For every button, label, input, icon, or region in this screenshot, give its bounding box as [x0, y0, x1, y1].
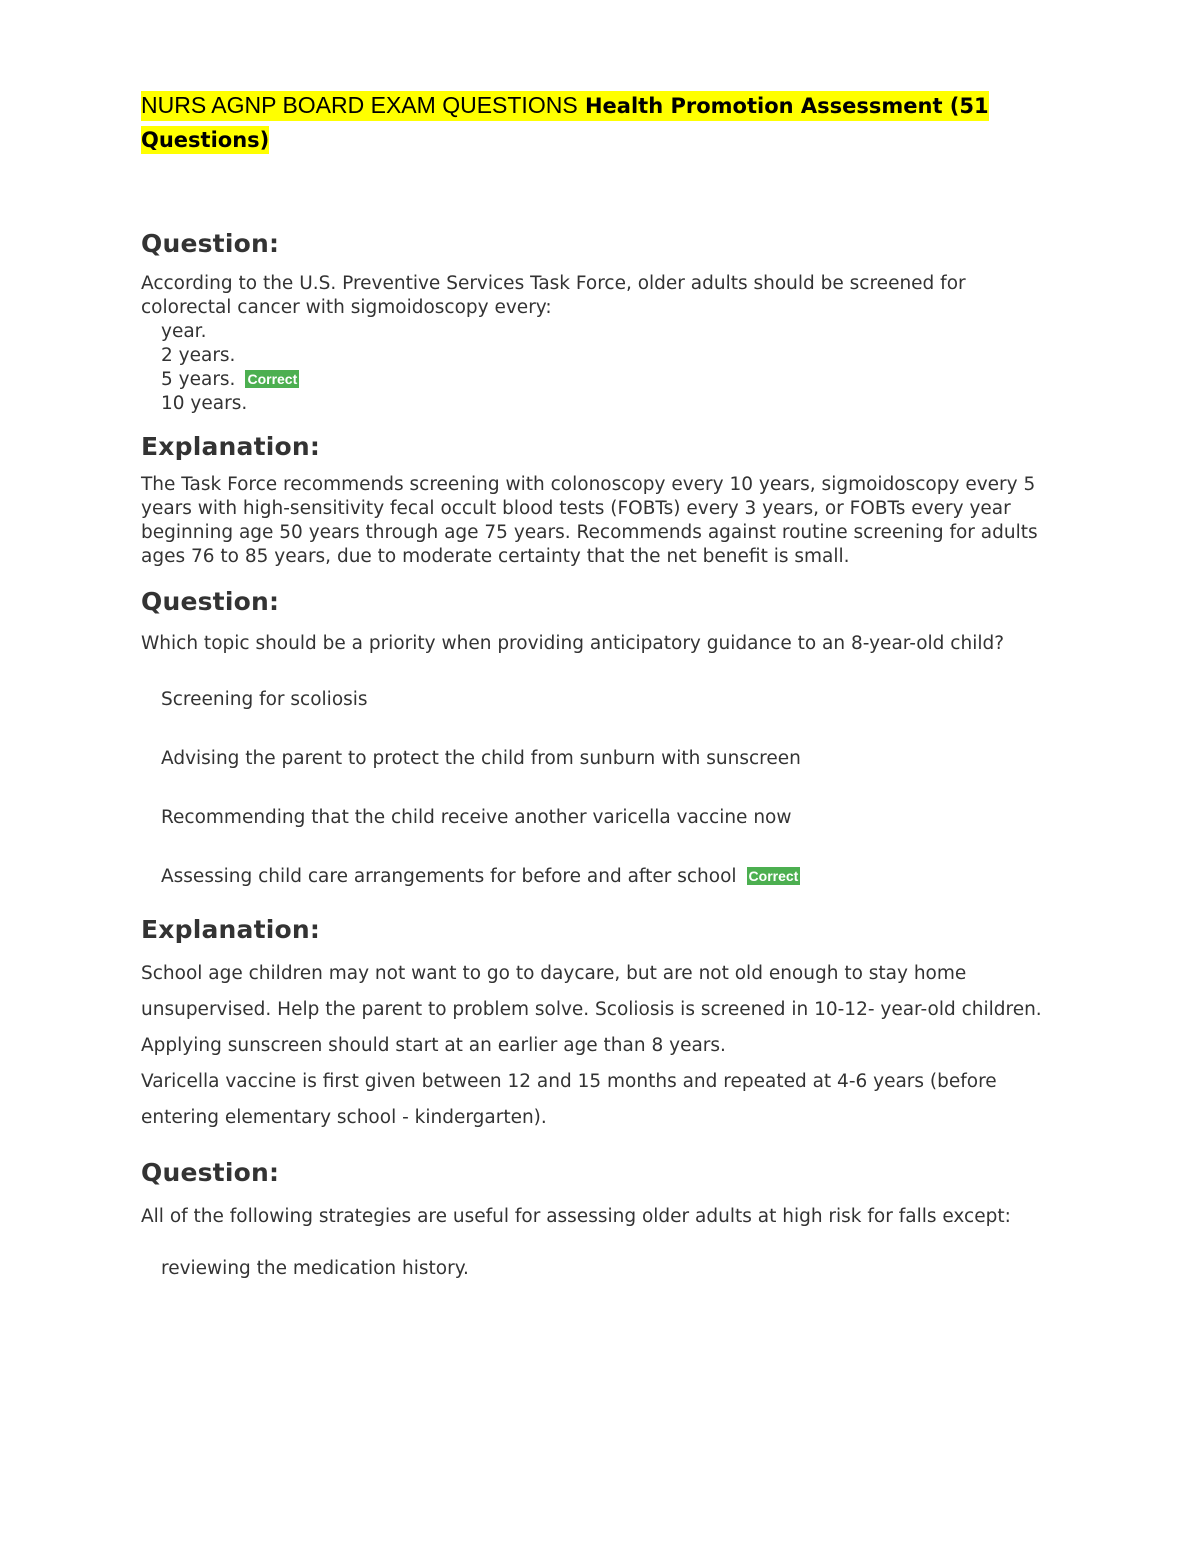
question-text: According to the U.S. Preventive Services Task Force, older adults should be screened for colorectal cancer with sigmoidoscopy every: [141, 273, 966, 318]
title-subject: Health Promotion Assessment (51 [584, 94, 989, 118]
document-page [141, 88, 1056, 1281]
explanation-text: The Task Force recommends screening with colonoscopy every 10 years, sigmoidoscopy every 5 years with high-sensitivity fecal occult blood tests (FOBTs) every 3 years, or FOBTs every year beginning age 50 years through age 75 years. Recommends against routine screening for adults ages 76 to 85 years, due to moderate certainty that the net benefit is small. [141, 474, 1038, 567]
question-heading: Question: [141, 587, 280, 616]
answer-option[interactable]: 2 years. [161, 345, 236, 366]
question-text: All of the following strategies are useful for assessing older adults at high risk for falls except: [141, 1206, 1011, 1227]
title-subject-continued: Questions) [141, 128, 270, 152]
title-prefix: NURS AGNP BOARD EXAM QUESTIONS [141, 92, 578, 118]
question-heading: Question: [141, 229, 280, 258]
answer-option[interactable]: 10 years. [161, 393, 248, 414]
answer-option[interactable]: Recommending that the child receive another varicella vaccine now [161, 807, 792, 828]
explanation-text: School age children may not want to go to daycare, but are not old enough to stay home unsupervised. Help the parent to problem solve. Scoliosis is screened in 10-12- year-old children. Applying sunscreen should start at an earlier age than 8 years. [141, 963, 1042, 1056]
answer-option[interactable]: reviewing the medication history. [161, 1258, 469, 1279]
question-text: Which topic should be a priority when providing anticipatory guidance to an 8-year-old child? [141, 633, 1005, 654]
title-highlight [141, 91, 989, 121]
explanation-heading: Explanation: [141, 915, 321, 944]
explanation-text-continued: Varicella vaccine is first given between 12 and 15 months and repeated at 4-6 years (before entering elementary school - kindergarten). [141, 1071, 997, 1128]
answer-options [141, 1257, 1056, 1281]
answer-option[interactable]: Assessing child care arrangements for before and after school Correct [161, 866, 799, 887]
answer-option[interactable]: 5 years. Correct [161, 369, 298, 390]
answer-option[interactable]: Screening for scoliosis [161, 689, 368, 710]
explanation-heading: Explanation: [141, 432, 321, 461]
document-title [141, 88, 1056, 157]
answer-options [141, 688, 1056, 889]
answer-options [141, 320, 1056, 416]
correct-badge: Correct [247, 371, 298, 387]
question-heading: Question: [141, 1158, 280, 1187]
answer-option[interactable]: Advising the parent to protect the child from sunburn with sunscreen [161, 748, 801, 769]
correct-badge: Correct [748, 868, 799, 884]
answer-option[interactable]: year. [161, 321, 207, 342]
